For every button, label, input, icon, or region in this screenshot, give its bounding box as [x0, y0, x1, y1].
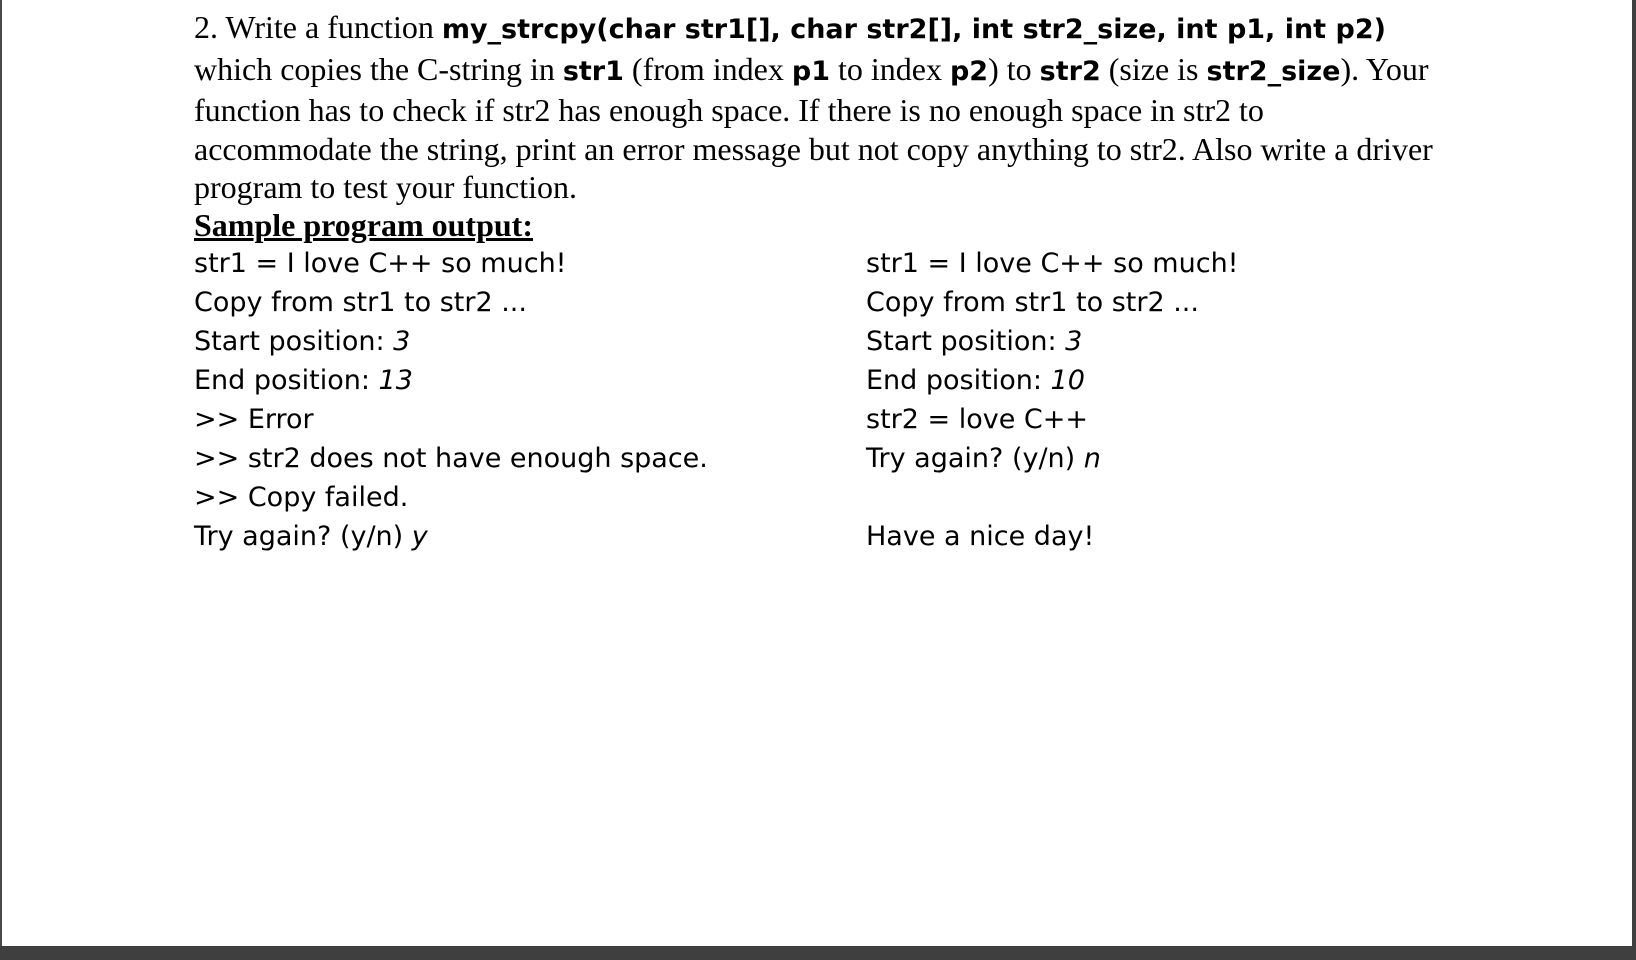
right-str1-line: str1 = I love C++ so much!	[866, 247, 1239, 279]
question-text-4: to index	[838, 50, 942, 87]
param-p2: p2	[949, 55, 989, 87]
left-str1-line: str1 = I love C++ so much!	[194, 247, 567, 279]
left-end-value: 13	[378, 364, 413, 396]
right-start-label: Start position:	[866, 325, 1066, 357]
left-copy-line: Copy from str1 to str2 ...	[194, 286, 527, 318]
param-str2: str2	[1039, 55, 1101, 87]
question-text-3: (from index	[631, 50, 784, 87]
sample-run-left	[194, 244, 708, 556]
param-str1: str1	[562, 55, 624, 87]
left-try-value: y	[411, 520, 428, 552]
left-start-label: Start position:	[194, 325, 394, 357]
sample-run-right	[866, 244, 1239, 556]
right-try-label: Try again? (y/n)	[866, 442, 1084, 474]
right-start-value: 3	[1065, 325, 1083, 357]
question-text-1: Write a function	[225, 9, 434, 45]
question-text-6: (size is	[1108, 50, 1199, 87]
left-start-line	[194, 322, 708, 361]
right-blank-line	[866, 478, 1239, 517]
question-number: 2.	[194, 9, 218, 45]
question-paragraph	[194, 8, 1434, 207]
right-result-line: str2 = love C++	[866, 403, 1089, 435]
left-end-line	[194, 361, 708, 400]
left-space-line: >> str2 does not have enough space.	[194, 442, 708, 474]
left-try-label: Try again? (y/n)	[194, 520, 412, 552]
sample-output-heading: Sample program output:	[194, 206, 533, 243]
sample-output-columns	[194, 244, 1434, 564]
question-text-7: ). Your function has to check if str2 has enough space. If there is no enough space in str2 to accommodate the string, print an error message but not copy anything to str2. Also write a driver program to test your function.	[194, 50, 1433, 205]
right-start-line	[866, 322, 1239, 361]
right-bye-line: Have a nice day!	[866, 520, 1095, 552]
right-try-value: n	[1083, 442, 1101, 474]
right-end-value: 10	[1050, 364, 1085, 396]
function-signature: my_strcpy(char str1[], char str2[], int str2_size, int p1, int p2)	[441, 14, 1386, 45]
param-p1: p1	[791, 55, 830, 87]
right-try-line	[866, 439, 1239, 478]
left-start-value: 3	[393, 325, 411, 357]
param-str2-size: str2_size	[1206, 55, 1341, 87]
document-content	[194, 8, 1434, 564]
right-end-label: End position:	[866, 364, 1051, 396]
left-failed-line: >> Copy failed.	[194, 481, 409, 513]
left-end-label: End position:	[194, 364, 379, 396]
right-end-line	[866, 361, 1239, 400]
left-error-line: >> Error	[194, 403, 314, 435]
right-copy-line: Copy from str1 to str2 ...	[866, 286, 1199, 318]
left-try-line	[194, 517, 708, 556]
question-text-5: ) to	[988, 50, 1032, 87]
question-text-2: which copies the C-string in	[194, 50, 555, 87]
